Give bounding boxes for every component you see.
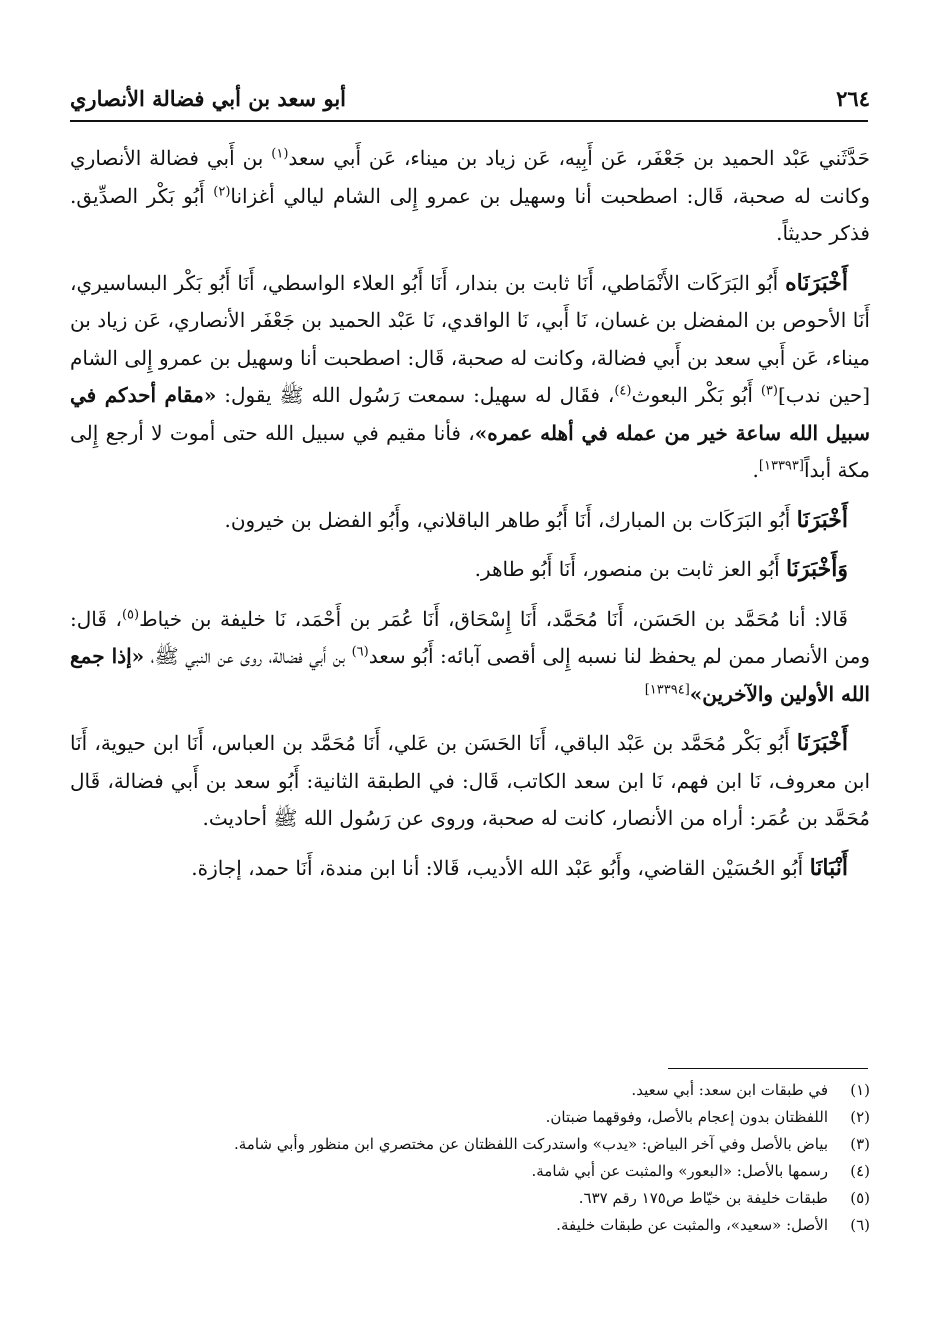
chain-keyword: أَخْبَرَنَا	[796, 506, 848, 533]
text-span: أَبُو البَرَكَات الأَنْمَاطي، أَنَا ثابت بن بندار، أَنَا أَبُو العلاء الواسطي، أَنَا أَبُو بَكْر البساسيري، أَنَا الأحوص بن المفضل بن غسان، نَا أَبي، نَا الواقدي، نَا عَبْد الحميد بن جَعْفَر الأنصاري، عَن زياد بن ميناء، عَن أَبي سعد بن أَبي فضالة، وكانت له صحبة، قَال: اصطحبت أنا وسهيل بن عمرو إِلى الشام [حين ندب]	[70, 270, 871, 407]
footnote-text: الأصل: «سعيد»، والمثبت عن طبقات خليفة.	[556, 1216, 828, 1234]
footnote-mark-4: (٤)	[614, 383, 632, 399]
footnote-item	[70, 1104, 870, 1131]
text-span: ، فأنا مقيم في سبيل الله حتى أموت لا أرجع إِلى مكة أبداً	[70, 420, 870, 482]
page-header	[70, 78, 870, 118]
footnote-mark-6: (٦)	[351, 644, 369, 660]
footnotes	[70, 1077, 870, 1239]
header-rule	[70, 120, 868, 122]
main-text	[70, 140, 870, 899]
text-span: أَبُو بَكْر البعوث	[631, 383, 761, 407]
running-title: أبو سعد بن أبي فضالة الأنصاري	[70, 85, 346, 111]
paragraph-4	[70, 551, 870, 589]
footnote-item	[70, 1158, 870, 1185]
text-span: حَدَّثَني عَبْد الحميد بن جَعْفَر، عَن أَبِيه، عَن زياد بن ميناء، عَن أَبي سعد	[288, 146, 870, 170]
footnote-text: بياض بالأصل وفي آخر البياض: «يدب» واستدركت اللفظتان عن مختصري ابن منظور وأبي شامة.	[233, 1135, 828, 1153]
hadith-ref-number: [١٣٣٩٣]	[758, 458, 804, 474]
text-span: قَالا: أنا مُحَمَّد بن الحَسَن، أَنَا مُحَمَّد، أَنَا إِسْحَاق، أَنَا عُمَر بن أَحْمَد، نَا خليفة بن خياط	[139, 606, 848, 631]
paragraph-5	[70, 601, 870, 714]
chain-keyword: أَنْبَانَا	[809, 854, 848, 881]
footnote-text: في طبقات ابن سعد: أبي سعيد.	[631, 1081, 828, 1099]
hadith-ref-number: [١٣٣٩٤]	[644, 681, 690, 697]
hadith-text: «إذا جمع الله الأولين والآخرين»	[70, 644, 870, 706]
page-number: ٢٦٤	[836, 85, 870, 111]
paragraph-6	[70, 725, 870, 838]
text-span: .	[752, 458, 759, 482]
paragraph-1	[70, 140, 870, 253]
paragraph-2	[70, 265, 870, 490]
paragraph-3	[70, 502, 870, 540]
footnote-number: (١)	[850, 1081, 870, 1099]
footnote-mark-3: (٣)	[760, 383, 778, 399]
text-span: أَبُو العز ثابت بن منصور، أَنَا أَبُو طاهر.	[474, 557, 787, 581]
chain-keyword: أَخْبَرَنَا	[796, 730, 849, 756]
footnote-rule	[668, 1068, 868, 1069]
footnote-number: (٤)	[850, 1162, 870, 1180]
text-span: أَبُو بَكْر الصدِّيق. فذكر حديثاً.	[70, 183, 870, 245]
footnote-item	[70, 1185, 870, 1212]
footnote-item	[70, 1212, 870, 1239]
footnote-text: اللفظتان بدون إعجام بالأصل، وفوقهما ضبتان.	[545, 1108, 828, 1126]
text-span: ، فقَال له سهيل: سمعت رَسُول الله ﷺ يقول:	[216, 383, 615, 407]
text-span: أَبُو البَرَكَات بن المبارك، أَنَا أَبُو طاهر الباقلاني، وأَبُو الفضل بن خيرون.	[224, 507, 797, 532]
footnote-number: (٢)	[850, 1108, 870, 1126]
text-span: بن أَبي فضالة الأنصاري وكانت له صحبة، قَال: اصطحبت أنا وسهيل بن عمرو إِلى الشام ليالي أغزانا	[70, 146, 870, 208]
footnote-item	[70, 1131, 870, 1158]
footnote-item	[70, 1077, 870, 1104]
footnote-mark-2: (٢)	[213, 183, 231, 199]
text-span: أَبُو الحُسَيْن القاضي، وأَبُو عَبْد الله الأديب، قَالا: أنا ابن مندة، أَنَا حمد، إجازة.	[191, 855, 810, 880]
chain-keyword: وَأَخْبَرَنَا	[786, 556, 848, 582]
footnote-number: (٥)	[850, 1189, 870, 1207]
footnote-mark-1: (١)	[271, 146, 289, 162]
text-span: ، قَال: ومن الأنصار ممن لم يحفظ لنا نسبه إِلى أقصى آبائه: أَبُو سعد	[70, 606, 870, 668]
footnote-text: رسمها بالأصل: «البعور» والمثبت عن أبي شامة.	[531, 1162, 828, 1180]
chain-keyword: أَخْبَرَنَاه	[785, 269, 848, 296]
hadith-text: «مقام أحدكم في سبيل الله ساعة خير من عمله في أهله عمره»	[70, 383, 870, 445]
paragraph-7	[70, 850, 870, 888]
footnote-text: طبقات خليفة بن خيّاط ص١٧٥ رقم ٦٣٧.	[578, 1189, 828, 1207]
text-span: أَبُو بَكْر مُحَمَّد بن عَبْد الباقي، أَنَا الحَسَن بن عَلي، أَنَا مُحَمَّد بن العباس، أَنَا ابن حيوية، أَنَا ابن معروف، نَا ابن فهم، نَا ابن سعد الكاتب، قَال: في الطبقة الثانية: أَبُو سعد بن أَبي فضالة، قَال مُحَمَّد بن عُمَر: أراه من الأنصار، كانت له صحبة، وروى عن رَسُول الله ﷺ أحاديث.	[70, 731, 870, 830]
footnote-number: (٣)	[850, 1135, 870, 1153]
footnote-mark-5: (٥)	[121, 606, 140, 622]
text-span: بن أَبي فضالة، روى عن النبي ﷺ،	[144, 644, 352, 668]
footnote-number: (٦)	[850, 1216, 870, 1234]
